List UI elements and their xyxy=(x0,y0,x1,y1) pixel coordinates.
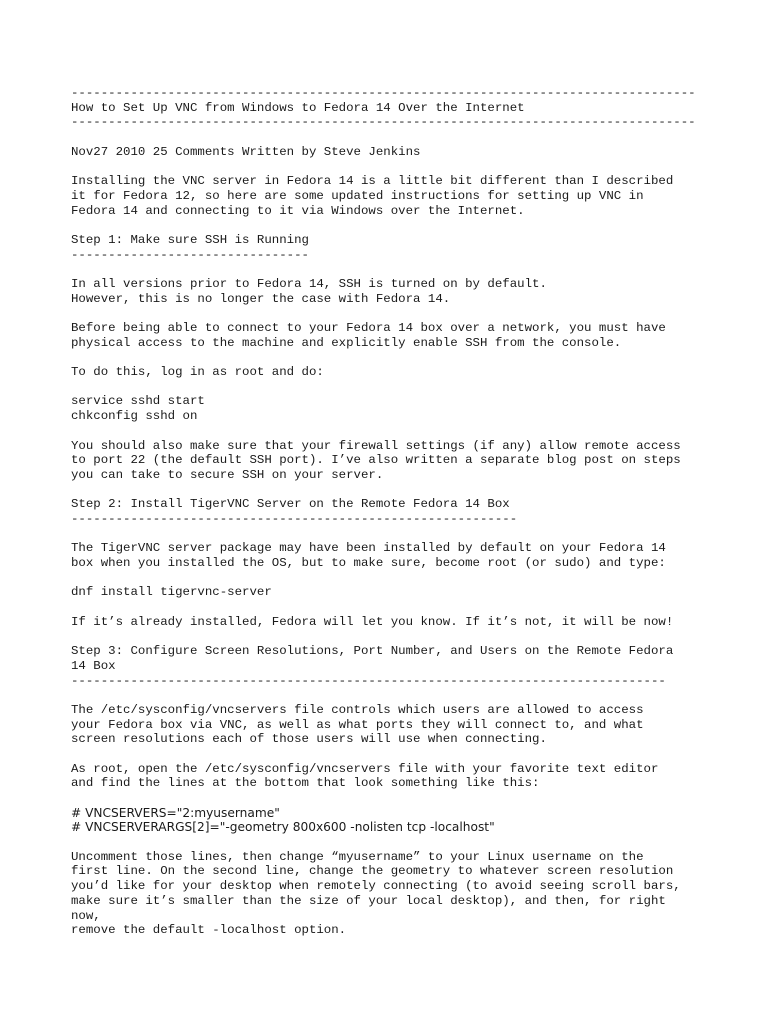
command-line: chkconfig sshd on xyxy=(71,409,198,424)
section-rule: ------------------------------------------------------------ xyxy=(71,511,518,526)
command-line: dnf install tigervnc-server xyxy=(71,585,272,600)
text-line: your Fedora box via VNC, as well as what ports they will connect to, and what xyxy=(71,717,644,732)
text-line: If it’s already installed, Fedora will let you know. If it’s not, it will be now! xyxy=(71,614,674,629)
step1-section xyxy=(71,233,711,483)
text-line: In all versions prior to Fedora 14, SSH is turned on by default. xyxy=(71,276,547,291)
text-line: to port 22 (the default SSH port). I’ve also written a separate blog post on steps xyxy=(71,453,681,468)
text-line: However, this is no longer the case with Fedora 14. xyxy=(71,291,451,306)
byline: Nov27 2010 25 Comments Written by Steve Jenkins xyxy=(71,144,421,159)
text-line: The TigerVNC server package may have been installed by default on your Fedora 14 xyxy=(71,541,666,556)
title-rule-bottom: ------------------------------------------------------------------------------------ xyxy=(71,115,696,130)
text-line: Fedora 14 and connecting to it via Windows over the Internet. xyxy=(71,203,525,218)
text-line: Before being able to connect to your Fedora 14 box over a network, you must have xyxy=(71,321,666,335)
text-line: Uncomment those lines, then change “myusername” to your Linux username on the xyxy=(71,849,644,864)
config-line: # VNCSERVERARGS[2]="-geometry 800x600 -nolisten tcp -localhost" xyxy=(71,820,495,835)
text-line: You should also make sure that your firewall settings (if any) allow remote access xyxy=(71,438,681,453)
title-rule-top: ------------------------------------------------------------------------------------ xyxy=(71,86,696,100)
step3-section xyxy=(71,644,711,938)
section-rule: -------------------------------- xyxy=(71,247,309,262)
text-line: now, xyxy=(71,908,101,923)
section-heading: 14 Box xyxy=(71,658,116,673)
section-heading: Step 2: Install TigerVNC Server on the Remote Fedora 14 Box xyxy=(71,497,510,512)
text-line: remove the default -localhost option. xyxy=(71,923,347,938)
text-line: Installing the VNC server in Fedora 14 is a little bit different than I described xyxy=(71,174,674,189)
text-line: The /etc/sysconfig/vncservers file controls which users are allowed to access xyxy=(71,702,644,717)
step2-section xyxy=(71,497,711,629)
command-line: service sshd start xyxy=(71,394,205,409)
text-line: first line. On the second line, change the geometry to whatever screen resolution xyxy=(71,864,674,879)
text-line: screen resolutions each of those users will use when connecting. xyxy=(71,732,547,747)
section-rule: -------------------------------------------------------------------------------- xyxy=(71,673,666,688)
page-title: How to Set Up VNC from Windows to Fedora 14 Over the Internet xyxy=(71,100,525,115)
section-heading: Step 3: Configure Screen Resolutions, Port Number, and Users on the Remote Fedora xyxy=(71,644,674,659)
text-line: make sure it’s smaller than the size of your local desktop), and then, for right xyxy=(71,893,666,908)
text-line: As root, open the /etc/sysconfig/vncservers file with your favorite text editor xyxy=(71,761,659,776)
text-line: physical access to the machine and explicitly enable SSH from the console. xyxy=(71,335,622,350)
document-page xyxy=(71,86,711,938)
text-line: it for Fedora 12, so here are some updated instructions for setting up VNC in xyxy=(71,188,644,203)
intro-paragraph xyxy=(71,174,711,218)
text-line: you can take to secure SSH on your server. xyxy=(71,467,384,482)
section-heading: Step 1: Make sure SSH is Running xyxy=(71,232,309,247)
text-line: and find the lines at the bottom that look something like this: xyxy=(71,776,540,791)
text-line: box when you installed the OS, but to make sure, become root (or sudo) and type: xyxy=(71,556,666,570)
text-line: To do this, log in as root and do: xyxy=(71,365,324,380)
text-line: you’d like for your desktop when remotely connecting (to avoid seeing scroll bars, xyxy=(71,879,681,894)
config-line: # VNCSERVERS="2:myusername" xyxy=(71,805,280,820)
